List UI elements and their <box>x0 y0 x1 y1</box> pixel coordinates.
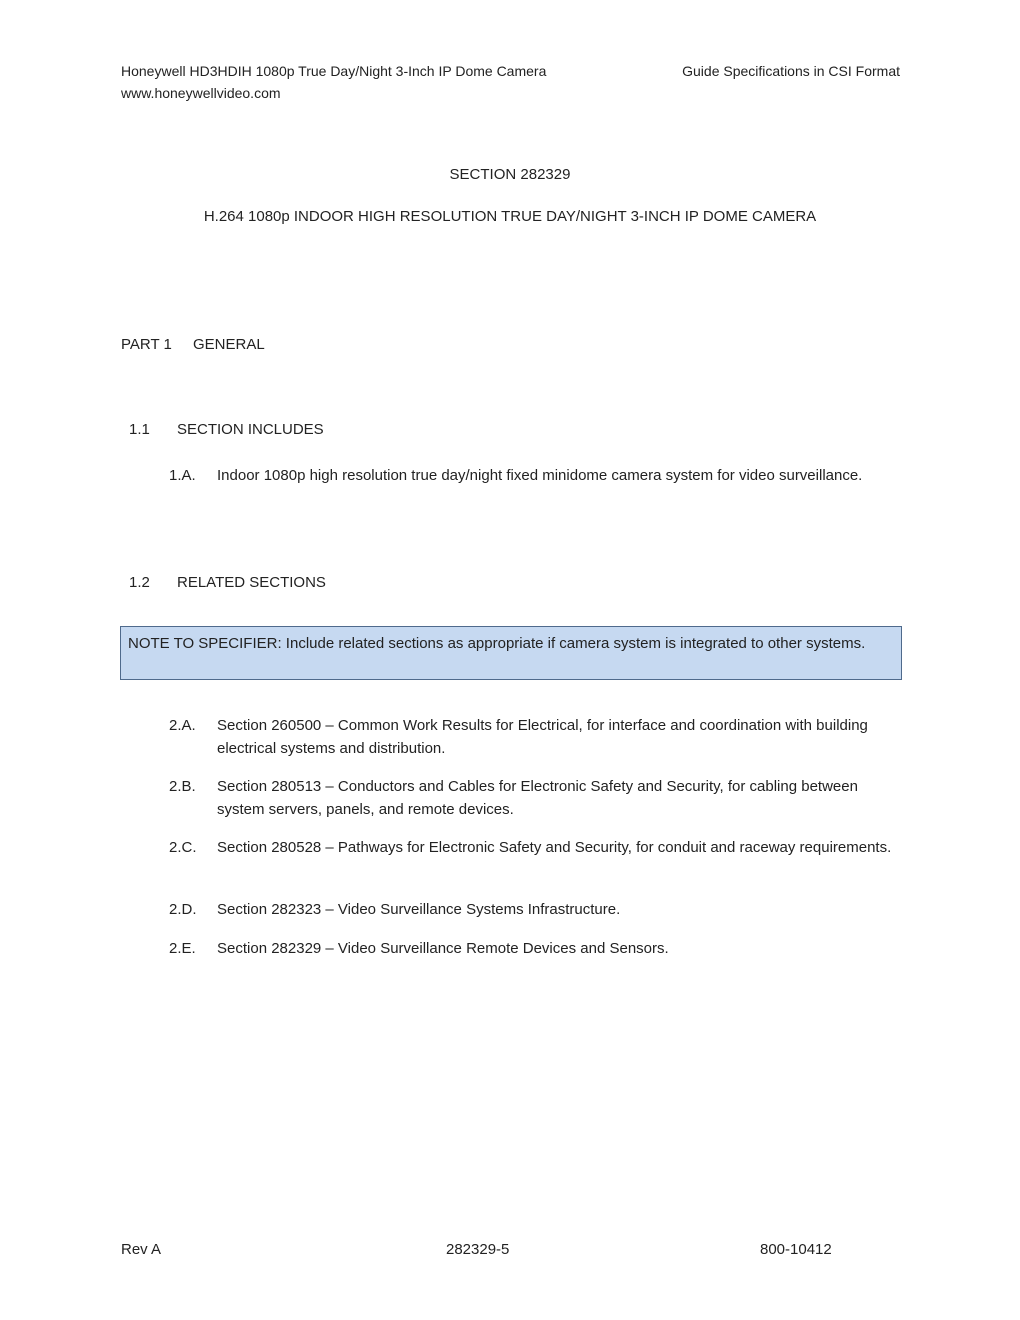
list-item <box>169 836 899 859</box>
list-item-text: Indoor 1080p high resolution true day/night fixed minidome camera system for video surveillance. <box>217 467 863 484</box>
subsection-title: SECTION INCLUDES <box>177 421 324 438</box>
list-item <box>169 775 899 821</box>
list-item-label: 2.B. <box>169 778 196 795</box>
footer-document-number: 800-10412 <box>760 1241 832 1258</box>
list-item-label: 2.C. <box>169 839 197 856</box>
header-website-url: www.honeywellvideo.com <box>121 85 281 101</box>
subsection-number: 1.2 <box>129 574 150 591</box>
part-1-heading <box>121 336 265 353</box>
header-product-title: Honeywell HD3HDIH 1080p True Day/Night 3-Inch IP Dome Camera <box>121 63 547 79</box>
list-item-text: Section 260500 – Common Work Results for Electrical, for interface and coordination with building electrical systems and distribution. <box>217 717 868 757</box>
section-number: SECTION 282329 <box>449 166 571 183</box>
note-to-specifier: NOTE TO SPECIFIER: Include related sections as appropriate if camera system is integrated to other systems. <box>120 626 902 680</box>
list-item <box>169 898 899 921</box>
list-item <box>169 463 899 489</box>
list-item-label: 1.A. <box>169 467 196 484</box>
part-number: PART 1 <box>121 336 172 353</box>
subsection-1-1-heading <box>129 421 324 438</box>
section-title: H.264 1080p INDOOR HIGH RESOLUTION TRUE DAY/NIGHT 3-INCH IP DOME CAMERA <box>203 208 817 225</box>
list-item <box>169 714 899 760</box>
subsection-number: 1.1 <box>129 421 150 438</box>
subsection-1-2-heading <box>129 574 326 591</box>
list-item-label: 2.A. <box>169 717 196 734</box>
header-document-type: Guide Specifications in CSI Format <box>682 63 900 79</box>
part-title: GENERAL <box>193 336 265 353</box>
footer-page-number: 282329-5 <box>446 1241 510 1258</box>
footer-revision: Rev A <box>121 1241 162 1258</box>
list-item <box>169 937 899 960</box>
list-item-label: 2.D. <box>169 901 197 918</box>
list-item-text: Section 280513 – Conductors and Cables for Electronic Safety and Security, for cabling between system servers, panels, and remote devices. <box>217 778 858 818</box>
subsection-title: RELATED SECTIONS <box>177 574 326 591</box>
list-item-text: Section 282329 – Video Surveillance Remote Devices and Sensors. <box>217 940 669 957</box>
list-item-text: Section 282323 – Video Surveillance Systems Infrastructure. <box>217 901 621 918</box>
list-item-label: 2.E. <box>169 940 196 957</box>
list-item-text: Section 280528 – Pathways for Electronic Safety and Security, for conduit and raceway requirements. <box>217 839 892 856</box>
